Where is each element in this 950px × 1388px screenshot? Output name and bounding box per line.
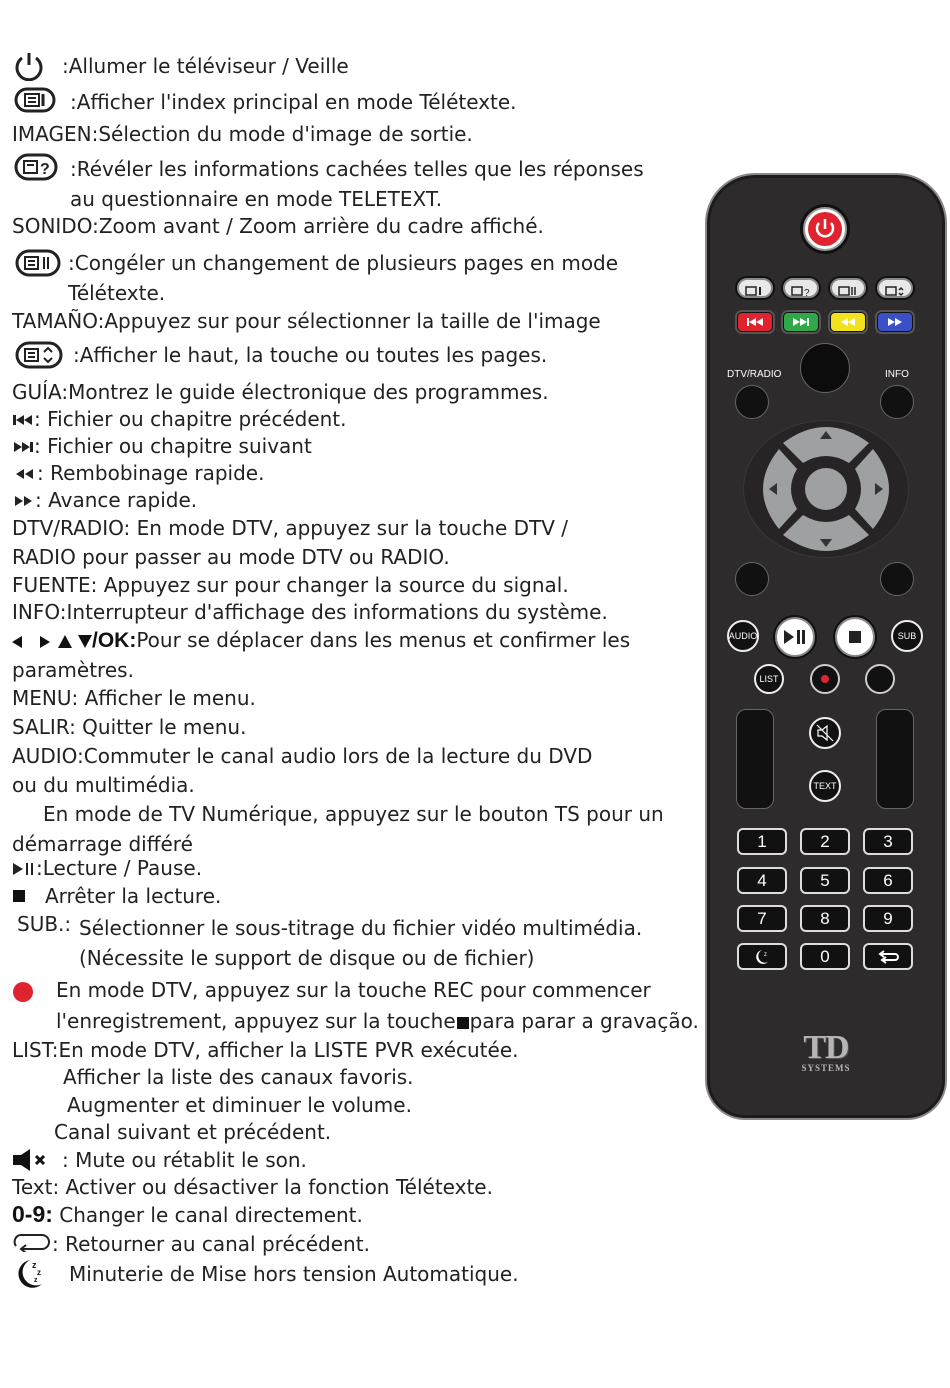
green-next-button[interactable]	[783, 312, 819, 332]
key-2[interactable]	[800, 828, 850, 855]
teletext-size-icon	[15, 341, 63, 369]
ok-label: /OK:	[92, 629, 137, 652]
svg-text:?: ?	[40, 161, 50, 178]
info-button[interactable]	[880, 385, 914, 419]
power-icon	[12, 51, 46, 81]
blue-fast-forward-button[interactable]	[877, 312, 913, 332]
channel-rocker[interactable]	[876, 709, 914, 809]
guia-desc: GUÍA:Montrez le guide électronique des programmes.	[12, 380, 549, 404]
mute-desc: : Mute ou rétablit le son.	[62, 1148, 307, 1172]
info-label: INFO	[885, 369, 909, 380]
sub-label: SUB.:	[17, 912, 72, 936]
key-7-label: 7	[757, 908, 767, 928]
audio-button[interactable]	[727, 620, 759, 652]
menu-desc: MENU: Afficher le menu.	[12, 686, 256, 710]
key-4-label: 4	[757, 870, 767, 890]
teletext-index-icon-remote	[739, 283, 771, 299]
brand-logo-main: TD	[803, 1029, 849, 1066]
sonido-desc: SONIDO:Zoom avant / Zoom arrière du cadre affiché.	[12, 214, 544, 238]
key-5[interactable]	[800, 867, 850, 894]
tamano-desc: TAMAÑO:Appuyez sur pour sélectionner la taille de l'image	[12, 309, 601, 333]
navigation-desc-2: paramètres.	[12, 658, 134, 682]
fast-forward-desc: : Avance rapide.	[35, 488, 198, 512]
mute-icon-remote	[816, 724, 834, 742]
fuente-desc: FUENTE: Appuyez sur pour changer la source du signal.	[12, 573, 569, 597]
key-1-label: 1	[757, 831, 767, 851]
hold-desc-2: Télétexte.	[68, 281, 166, 305]
mute-icon	[12, 1148, 50, 1172]
teletext-size-icon-remote	[879, 283, 911, 299]
sleep-button[interactable]	[737, 943, 787, 970]
dtv-radio-button[interactable]	[735, 385, 769, 419]
text-button-label: TEXT	[813, 781, 837, 791]
reveal-desc-2: au questionnaire en mode TELETEXT.	[70, 187, 443, 211]
remote-control	[705, 173, 947, 1120]
brand-logo-sub: SYSTEMS	[801, 1063, 851, 1073]
record-button[interactable]	[810, 664, 840, 694]
dpad	[753, 419, 899, 559]
teletext-reveal-icon	[14, 153, 58, 181]
recall-icon-remote	[875, 950, 901, 964]
svg-text:z: z	[37, 1268, 41, 1277]
index-desc: :Afficher l'index principal en mode Télétexte.	[70, 90, 517, 114]
recall-desc: : Retourner au canal précédent.	[52, 1232, 370, 1256]
audio-button-label: AUDIO	[728, 631, 758, 641]
play-pause-desc: :Lecture / Pause.	[36, 856, 203, 880]
key-6[interactable]	[863, 867, 913, 894]
volume-desc: Augmenter et diminuer le volume.	[67, 1093, 412, 1117]
key-5-label: 5	[820, 870, 830, 890]
key-1[interactable]	[737, 828, 787, 855]
recall-button[interactable]	[863, 943, 913, 970]
play-pause-icon-remote	[784, 630, 806, 644]
info-desc: INFO:Interrupteur d'affichage des informations du système.	[12, 600, 608, 624]
teletext-index-button[interactable]	[737, 278, 773, 298]
dtv-radio-desc-2: RADIO pour passer au mode DTV ou RADIO.	[12, 545, 450, 569]
digits-row	[12, 1202, 363, 1227]
play-pause-button[interactable]	[775, 617, 815, 657]
fast-forward-icon-remote	[888, 318, 902, 326]
rewind-icon	[14, 468, 36, 480]
sub-desc: Sélectionner le sous-titrage du fichier vidéo multimédia.	[79, 916, 643, 940]
dtv-radio-desc: DTV/RADIO: En mode DTV, appuyez sur la touche DTV /	[12, 516, 568, 540]
previous-desc: : Fichier ou chapitre précédent.	[34, 407, 347, 431]
sub-desc-2: (Nécessite le support de disque ou de fichier)	[79, 946, 535, 970]
channel-desc: Canal suivant et précédent.	[54, 1120, 332, 1144]
key-3-label: 3	[883, 831, 893, 851]
yellow-rewind-button[interactable]	[830, 312, 866, 332]
power-button[interactable]	[803, 207, 847, 251]
sub-button[interactable]	[891, 620, 923, 652]
reveal-desc: :Révéler les informations cachées telles que les réponses	[70, 157, 644, 181]
previous-icon	[12, 414, 34, 426]
next-icon	[12, 441, 34, 453]
list-button[interactable]	[754, 664, 784, 694]
text-button[interactable]	[809, 770, 841, 802]
stop-button[interactable]	[835, 617, 875, 657]
left-arrow-icon	[12, 636, 22, 648]
rewind-desc: : Rembobinage rapide.	[37, 461, 265, 485]
sub-button-label: SUB	[897, 631, 917, 641]
left-button[interactable]	[763, 449, 797, 529]
key-6-label: 6	[883, 870, 893, 890]
navigation-desc: Pour se déplacer dans les menus et confirmer les	[136, 628, 631, 652]
record-desc-2	[56, 1009, 699, 1033]
hold-desc: :Congéler un changement de plusieurs pages en mode	[68, 251, 619, 275]
teletext-reveal-button[interactable]	[783, 278, 819, 298]
next-icon-remote	[793, 318, 809, 326]
navigation-row	[12, 628, 630, 653]
right-arrow-icon	[40, 636, 50, 648]
digits-label: 0-9:	[12, 1201, 53, 1227]
fast-forward-icon	[13, 495, 35, 507]
audio-desc-2: ou du multimédia.	[12, 773, 195, 797]
power-icon-remote	[806, 210, 844, 248]
key-2-label: 2	[820, 831, 830, 851]
svg-text:z: z	[764, 951, 767, 958]
key-8[interactable]	[800, 905, 850, 932]
key-9-label: 9	[883, 908, 893, 928]
digits-desc: Changer le canal directement.	[59, 1203, 363, 1227]
teletext-hold-icon-remote	[832, 283, 864, 299]
teletext-index-icon	[14, 87, 56, 113]
record-desc: En mode DTV, appuyez sur la touche REC pour commencer	[56, 978, 651, 1002]
mute-button[interactable]	[809, 717, 841, 749]
brand-logo	[790, 1029, 862, 1073]
volume-rocker[interactable]	[736, 709, 774, 809]
list-desc: LIST:En mode DTV, afficher la LISTE PVR exécutée.	[12, 1038, 519, 1062]
ok-button[interactable]	[805, 468, 847, 510]
record-desc-2b: para parar a gravação.	[469, 1009, 699, 1033]
dtv-radio-label: DTV/RADIO	[727, 369, 782, 380]
text-desc: Text: Activer ou désactiver la fonction Télétexte.	[12, 1175, 493, 1199]
audio-desc: AUDIO:Commuter le canal audio lors de la lecture du DVD	[12, 744, 593, 768]
right-button[interactable]	[855, 449, 889, 529]
key-7[interactable]	[737, 905, 787, 932]
stop-icon-inline	[456, 1016, 470, 1030]
unlabeled-button[interactable]	[865, 664, 895, 694]
rewind-icon-remote	[841, 318, 855, 326]
teletext-hold-button[interactable]	[830, 278, 866, 298]
teletext-size-button[interactable]	[877, 278, 913, 298]
size-desc: :Afficher le haut, la touche ou toutes les pages.	[73, 343, 548, 367]
down-arrow-icon	[78, 635, 92, 648]
key-8-label: 8	[820, 908, 830, 928]
up-arrow-icon	[58, 635, 72, 648]
previous-icon-remote	[747, 318, 763, 326]
exit-button[interactable]	[880, 562, 914, 596]
teletext-hold-icon	[15, 249, 61, 277]
svg-text:z: z	[34, 1277, 38, 1284]
key-9[interactable]	[863, 905, 913, 932]
menu-button[interactable]	[735, 562, 769, 596]
imagen-desc: IMAGEN:Sélection du mode d'image de sortie.	[12, 122, 473, 146]
key-4[interactable]	[737, 867, 787, 894]
svg-text:?: ?	[804, 288, 810, 299]
teletext-reveal-icon-remote	[785, 283, 817, 299]
source-button[interactable]	[800, 343, 850, 393]
key-3[interactable]	[863, 828, 913, 855]
ts-desc-2: démarrage différé	[12, 832, 193, 856]
sleep-icon	[12, 1256, 48, 1292]
recall-icon	[12, 1232, 50, 1252]
play-pause-icon	[12, 862, 36, 876]
key-0[interactable]	[800, 943, 850, 970]
stop-icon	[12, 889, 26, 903]
key-0-label: 0	[820, 946, 830, 966]
salir-desc: SALIR: Quitter le menu.	[12, 715, 247, 739]
stop-icon-remote	[849, 631, 861, 643]
favorites-desc: Afficher la liste des canaux favoris.	[63, 1065, 414, 1089]
red-previous-button[interactable]	[737, 312, 773, 332]
svg-text:z: z	[32, 1260, 37, 1270]
sleep-icon-remote	[753, 948, 771, 966]
record-icon	[12, 981, 34, 1003]
record-desc-2a: l'enregistrement, appuyez sur la touche	[56, 1009, 456, 1033]
ts-desc: En mode de TV Numérique, appuyez sur le bouton TS pour un	[43, 802, 664, 826]
record-icon-remote	[821, 675, 829, 683]
stop-desc: Arrêter la lecture.	[45, 884, 222, 908]
next-desc: : Fichier ou chapitre suivant	[34, 434, 312, 458]
list-button-label: LIST	[759, 674, 779, 684]
sleep-desc: Minuterie de Mise hors tension Automatique.	[69, 1262, 519, 1286]
power-desc: :Allumer le téléviseur / Veille	[62, 54, 349, 78]
